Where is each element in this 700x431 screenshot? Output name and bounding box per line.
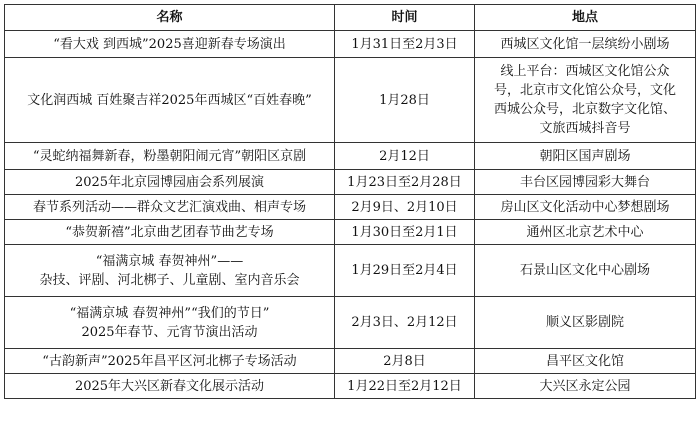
event-place-cell xyxy=(475,31,696,58)
event-place-cell xyxy=(475,349,696,374)
event-place-cell xyxy=(475,374,696,399)
event-place-cell-line: 朝阳区国声剧场 xyxy=(539,148,631,164)
event-name-cell xyxy=(5,170,335,195)
event-place-cell-line: 昌平区文化馆 xyxy=(545,353,624,369)
event-place-cell-line: 西城公众号，北京数字文化馆、 xyxy=(493,102,676,117)
event-time-cell: 1月31日至2月3日 xyxy=(335,31,475,58)
event-place-cell xyxy=(475,220,696,245)
table-row xyxy=(5,58,696,143)
event-time-cell: 1月29日至2月4日 xyxy=(335,245,475,297)
header-time: 时间 xyxy=(335,5,475,31)
event-name-cell xyxy=(5,195,335,220)
table-row xyxy=(5,170,696,195)
event-place-cell-line: 通州区北京艺术中心 xyxy=(526,224,644,240)
event-name-cell-line: 2025年北京园博园庙会系列展演 xyxy=(74,174,265,190)
event-time-cell: 2月9日、2月10日 xyxy=(335,195,475,220)
table-body xyxy=(5,31,696,399)
table-row xyxy=(5,297,696,349)
event-name-cell-line: “恭贺新禧”北京曲艺团春节曲艺专场 xyxy=(65,224,274,240)
event-name-cell xyxy=(5,297,335,349)
event-place-cell xyxy=(475,170,696,195)
event-name-cell-line: “看大戏 到西城”2025喜迎新春专场演出 xyxy=(53,36,286,52)
event-name-cell xyxy=(5,245,335,297)
event-time-cell: 1月30日至2月1日 xyxy=(335,220,475,245)
event-name-cell xyxy=(5,349,335,374)
event-time-cell: 2月3日、2月12日 xyxy=(335,297,475,349)
event-name-cell-line: “灵蛇纳福舞新春，粉墨朝阳闹元宵”朝阳区京剧 xyxy=(32,148,307,164)
header-name: 名称 xyxy=(5,5,335,31)
event-place-cell xyxy=(475,58,696,143)
event-name-cell-line: 文化润西城 百姓聚吉祥2025年西城区“百姓春晚” xyxy=(27,92,312,108)
event-time-cell: 2月8日 xyxy=(335,349,475,374)
event-name-cell xyxy=(5,374,335,399)
events-table xyxy=(4,4,696,399)
event-name-cell-line: 春节系列活动——群众文艺汇演戏曲、相声专场 xyxy=(32,199,306,215)
event-place-cell-line: 大兴区永定公园 xyxy=(539,378,631,394)
event-name-cell-line: “福满京城 春贺神州”—— xyxy=(95,253,244,269)
event-place-cell-line: 顺义区影剧院 xyxy=(545,315,624,330)
event-place-cell-line: 石景山区文化中心剧场 xyxy=(519,263,650,278)
event-place-cell-line: 西城区文化馆一层缤纷小剧场 xyxy=(500,36,670,52)
event-name-cell xyxy=(5,220,335,245)
event-time-cell: 2月12日 xyxy=(335,143,475,170)
table-row xyxy=(5,143,696,170)
header-place: 地点 xyxy=(475,5,696,31)
event-place-cell xyxy=(475,195,696,220)
event-place-cell-line: 线上平台：西城区文化馆公众 xyxy=(500,64,670,79)
table-row xyxy=(5,245,696,297)
event-place-cell-line: 文旅西城抖音号 xyxy=(539,121,631,136)
event-time-cell: 1月22日至2月12日 xyxy=(335,374,475,399)
event-name-cell-line: 2025年春节、元宵节演出活动 xyxy=(81,324,258,340)
event-name-cell-line: “古韵新声”2025年昌平区河北梆子专场活动 xyxy=(42,353,297,369)
event-place-cell-line: 号，北京市文化馆公众号，文化 xyxy=(493,83,676,98)
event-time-cell: 1月23日至2月28日 xyxy=(335,170,475,195)
event-name-cell-line: 2025年大兴区新春文化展示活动 xyxy=(74,378,265,394)
event-name-cell xyxy=(5,31,335,58)
event-place-cell-line: 丰台区园博园彩大舞台 xyxy=(519,174,650,190)
event-place-cell-line: 房山区文化活动中心梦想剧场 xyxy=(500,199,670,215)
event-place-cell xyxy=(475,297,696,349)
table-row xyxy=(5,220,696,245)
table-row xyxy=(5,195,696,220)
event-place-cell xyxy=(475,245,696,297)
header-row xyxy=(5,5,696,31)
table-row xyxy=(5,374,696,399)
event-place-cell xyxy=(475,143,696,170)
event-name-cell-line: 杂技、评剧、河北梆子、儿童剧、室内音乐会 xyxy=(39,272,300,288)
event-name-cell xyxy=(5,143,335,170)
event-time-cell: 1月28日 xyxy=(335,58,475,143)
table-row xyxy=(5,31,696,58)
table-row xyxy=(5,349,696,374)
event-name-cell xyxy=(5,58,335,143)
event-name-cell-line: “福满京城 春贺神州”“我们的节日” xyxy=(69,305,270,321)
